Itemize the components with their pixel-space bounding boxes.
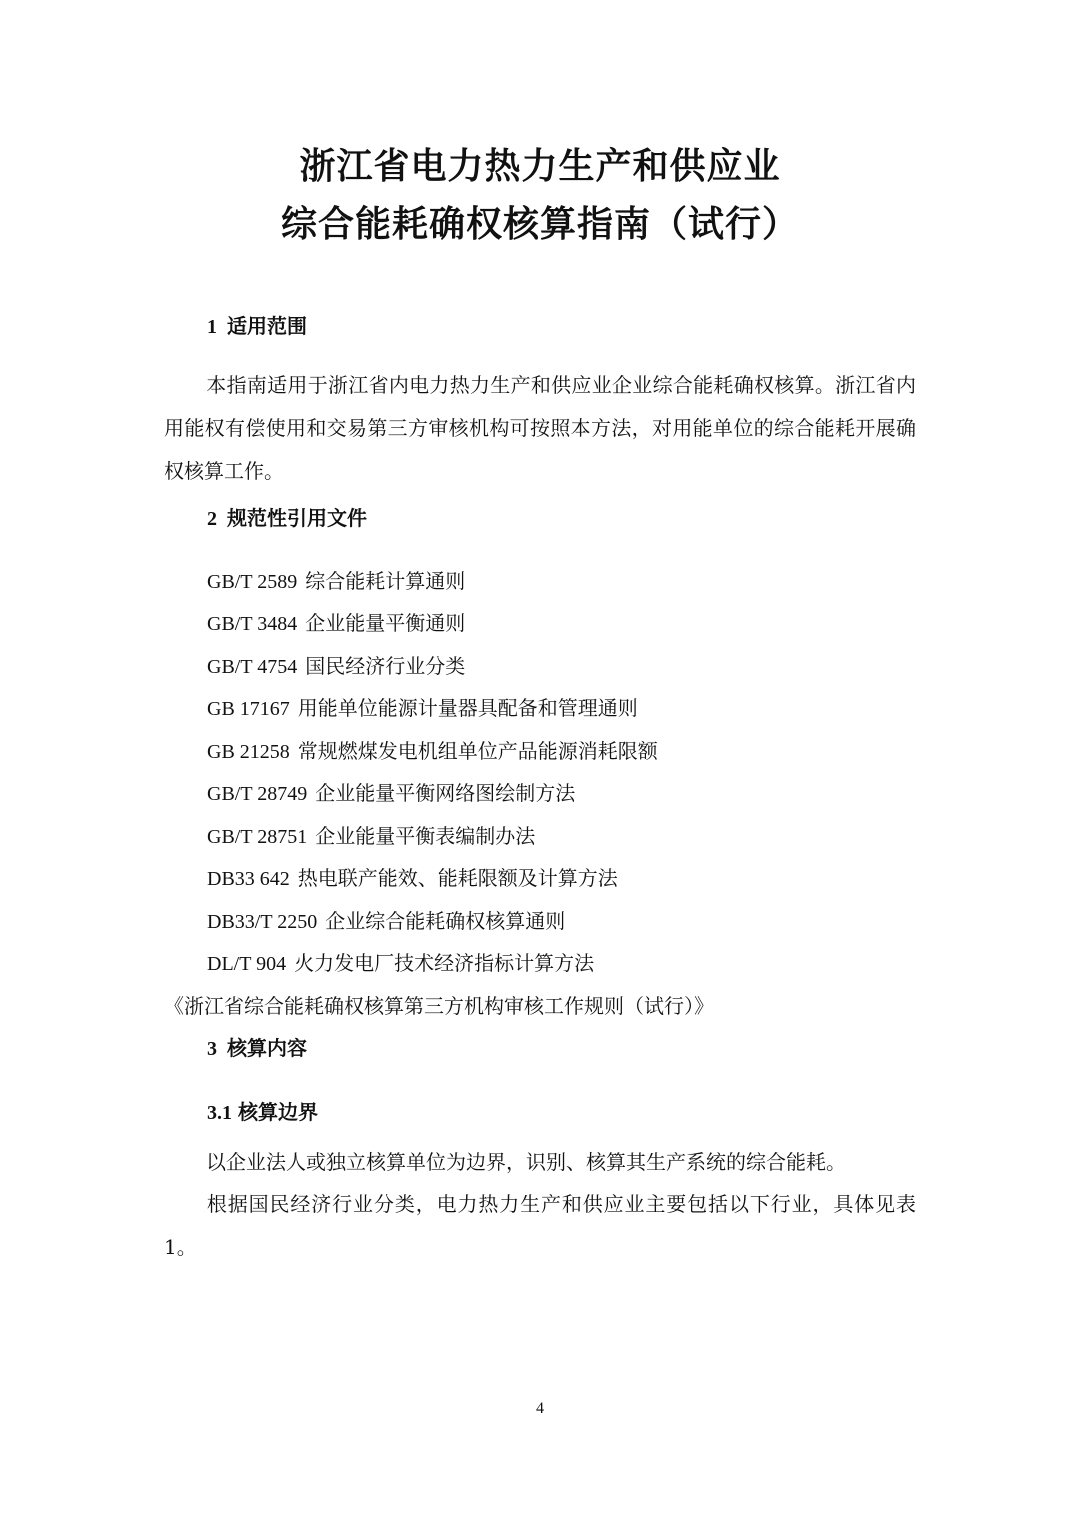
section-3-number: 3 [207,1038,217,1060]
reference-code: DB33/T 2250 [207,911,318,933]
reference-code: GB/T 2589 [207,571,298,593]
section-2-number: 2 [207,508,217,530]
reference-item [207,565,465,594]
reference-item [207,735,658,764]
section-3-heading [207,1032,307,1061]
reference-item [207,862,618,891]
section-2-title: 规范性引用文件 [227,506,367,530]
section-2-heading [207,502,367,531]
reference-name: 企业能量平衡通则 [305,611,466,635]
reference-code: DL/T 904 [207,953,287,975]
reference-name: 火力发电厂技术经济指标计算方法 [294,951,595,975]
reference-code: GB/T 28749 [207,783,308,805]
section-3-1-paragraph-1 [164,1141,916,1184]
reference-code: GB/T 4754 [207,656,298,678]
reference-name: 企业综合能耗确权核算通则 [325,909,566,933]
section-1-number: 1 [207,316,217,338]
reference-name: 企业能量平衡表编制办法 [315,824,536,848]
reference-item [207,650,465,679]
reference-code: GB 17167 [207,698,290,720]
reference-name: 《浙江省综合能耗确权核算第三方机构审核工作规则（试行）》 [164,994,714,1018]
reference-item [207,692,638,721]
document-title-line-1: 浙江省电力热力生产和供应业 [299,146,781,187]
reference-code: GB/T 3484 [207,613,298,635]
reference-name: 国民经济行业分类 [305,654,466,678]
section-1-paragraph [164,364,916,493]
section-3-title: 核算内容 [227,1036,307,1060]
section-3-1-number: 3.1 [207,1102,232,1124]
reference-name: 企业能量平衡网络图绘制方法 [315,781,576,805]
reference-code: GB 21258 [207,741,290,763]
section-3-1-text-2: 根据国民经济行业分类，电力热力生产和供应业主要包括以下行业，具体见表 1。 [164,1192,916,1259]
reference-name: 用能单位能源计量器具配备和管理通则 [297,696,638,720]
page-number: 4 [536,1400,544,1417]
section-3-1-paragraph-2 [164,1183,916,1269]
reference-code: GB/T 28751 [207,826,308,848]
reference-item [164,990,714,1019]
reference-name: 综合能耗计算通则 [305,569,466,593]
section-3-1-text-1: 以企业法人或独立核算单位为边界，识别、核算其生产系统的综合能耗。 [206,1150,846,1174]
section-1-text: 本指南适用于浙江省内电力热力生产和供应业企业综合能耗确权核算。浙江省内用能权有偿使用和交易第三方审核机构可按照本方法，对用能单位的综合能耗开展确权核算工作。 [164,373,916,483]
section-1-heading [207,310,307,339]
reference-item [207,905,565,934]
section-3-1-heading [207,1096,318,1125]
reference-code: DB33 642 [207,868,290,890]
reference-item [207,947,594,976]
document-title-line-2: 综合能耗确权核算指南（试行） [280,204,799,245]
reference-item [207,777,575,806]
reference-item [207,607,465,636]
reference-name: 热电联产能效、能耗限额及计算方法 [297,866,618,890]
section-1-title: 适用范围 [227,314,307,338]
reference-item [207,820,535,849]
reference-name: 常规燃煤发电机组单位产品能源消耗限额 [297,739,658,763]
section-3-1-title: 核算边界 [238,1100,318,1124]
